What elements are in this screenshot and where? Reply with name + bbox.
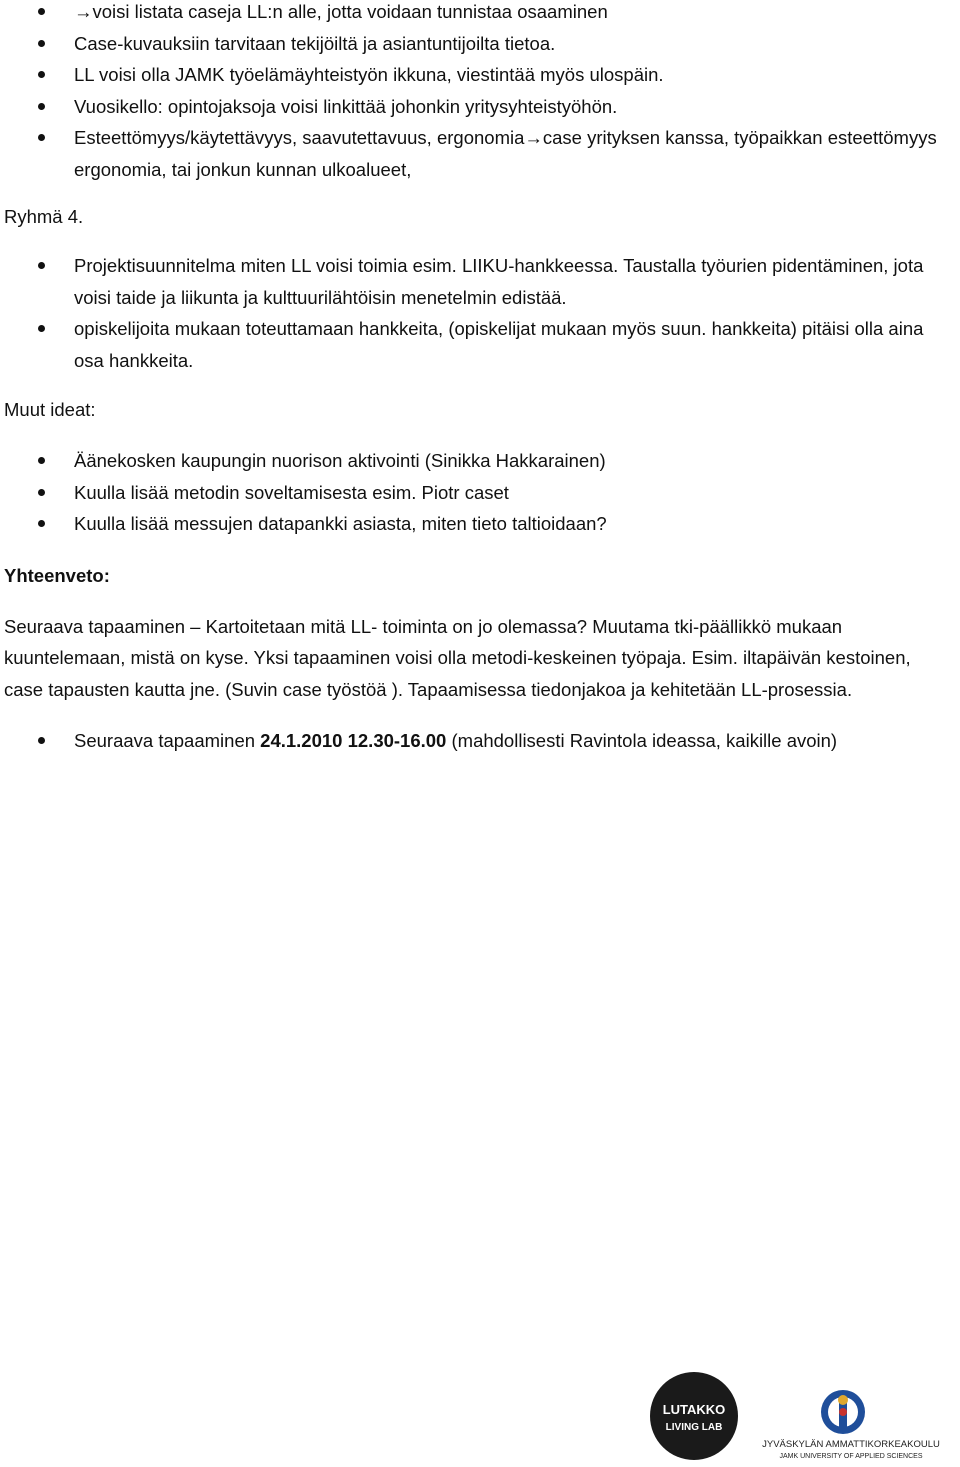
list-item: LL voisi olla JAMK työelämäyhteistyön ikkuna, viestintää myös ulospäin.: [0, 59, 960, 91]
summary-paragraph: Seuraava tapaaminen – Kartoitetaan mitä LL- toiminta on jo olemassa? Muutama tki-päällikkö mukaan kuuntelemaan, mistä on kyse. Yksi tapaaminen voisi olla metodi-keskeinen työpaja. Esim. iltapäivän kestoinen, case tapausten kautta jne. (Suvin case työstöä ). Tapaamisessa tiedonjakoa ja kehitetään LL-prosessia.: [4, 615, 911, 700]
bullet-icon: [38, 489, 45, 496]
section-heading-ryhma4: Ryhmä 4.: [4, 206, 84, 227]
bullet-icon: [38, 71, 45, 78]
logo-right-line2: JAMK UNIVERSITY OF APPLIED SCIENCES: [779, 1453, 923, 1460]
logos-svg: [648, 1370, 948, 1462]
logo-right-line1: JYVÄSKYLÄN AMMATTIKORKEAKOULU: [762, 1439, 940, 1450]
section-heading-muut-ideat: Muut ideat:: [4, 399, 96, 420]
list-item: Äänekosken kaupungin nuorison aktivointi (Sinikka Hakkarainen): [0, 445, 960, 477]
bullet-icon: [38, 262, 45, 269]
logo-left-line1: LUTAKKO: [662, 1402, 726, 1417]
next-meeting-list: [0, 725, 960, 757]
bullet-icon: [38, 134, 45, 141]
footer-logos: [648, 1370, 948, 1462]
ideas-list: [0, 0, 960, 185]
jamk-logo: [762, 1390, 940, 1460]
list-item: Case-kuvauksiin tarvitaan tekijöiltä ja asiantuntijoilta tietoa.: [0, 28, 960, 60]
list-item: Vuosikello: opintojaksoja voisi linkittää johonkin yritysyhteistyöhön.: [0, 91, 960, 123]
list-item: Seuraava tapaaminen 24.1.2010 12.30-16.00 (mahdollisesti Ravintola ideassa, kaikille avoin): [0, 725, 960, 757]
arrow-icon: →: [524, 127, 543, 148]
bullet-icon: [38, 457, 45, 464]
list-item: →voisi listata caseja LL:n alle, jotta voidaan tunnistaa osaaminen: [0, 0, 960, 28]
list-item: Kuulla lisää messujen datapankki asiasta, miten tieto taltioidaan?: [0, 508, 960, 540]
list-item: Esteettömyys/käytettävyys, saavutettavuus, ergonomia→case yrityksen kanssa, työpaikkan esteettömyys ergonomia, tai jonkun kunnan ulkoalueet,: [0, 122, 960, 185]
ryhma4-list: [0, 250, 960, 376]
list-item: opiskelijoita mukaan toteuttamaan hankkeita, (opiskelijat mukaan myös suun. hankkeita) pitäisi olla aina osa hankkeita.: [0, 313, 960, 376]
list-item: Kuulla lisää metodin soveltamisesta esim. Piotr caset: [0, 477, 960, 509]
arrow-icon: →: [74, 1, 93, 22]
bullet-icon: [38, 103, 45, 110]
bullet-icon: [38, 325, 45, 332]
logo-left-line2: LIVING LAB: [665, 1422, 723, 1433]
lutakko-living-lab-logo: [650, 1372, 738, 1460]
bullet-icon: [38, 40, 45, 47]
bullet-icon: [38, 8, 45, 15]
meeting-datetime: 24.1.2010 12.30-16.00: [260, 730, 447, 751]
bullet-icon: [38, 520, 45, 527]
list-item: Projektisuunnitelma miten LL voisi toimia esim. LIIKU-hankkeessa. Taustalla työurien pidentäminen, jota voisi taide ja liikunta ja kulttuurilähtöisin menetelmin edistää.: [0, 250, 960, 313]
section-heading-yhteenveto: Yhteenveto:: [4, 564, 110, 586]
bullet-icon: [38, 737, 45, 744]
muut-ideat-list: [0, 445, 960, 540]
jamk-emblem-icon: [821, 1390, 865, 1434]
